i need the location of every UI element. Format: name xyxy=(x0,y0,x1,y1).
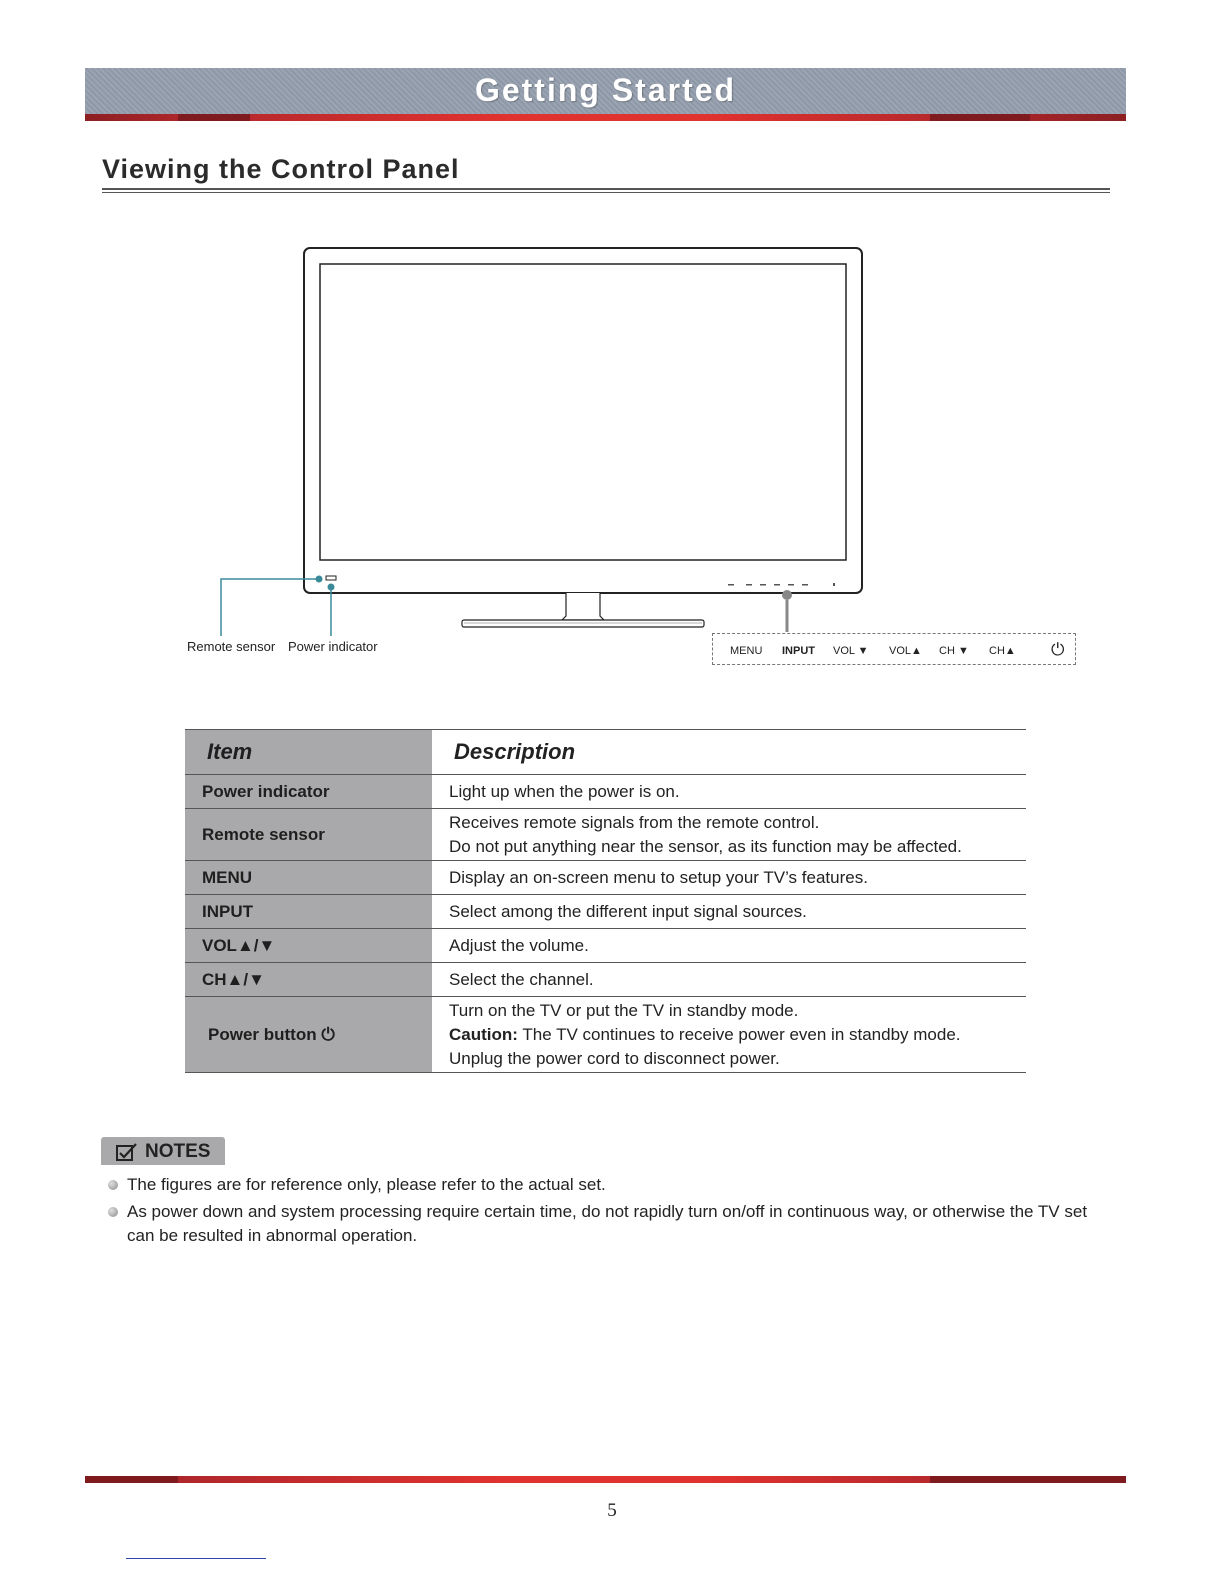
item-power-button xyxy=(185,997,432,1073)
ch-down-button-label: CH ▼ xyxy=(939,645,969,657)
page-number: 5 xyxy=(607,1500,617,1521)
header-title: Getting Started xyxy=(474,72,737,108)
table-header-row xyxy=(185,730,1026,775)
input-button-label: INPUT xyxy=(782,645,815,657)
desc-power-button xyxy=(432,997,1026,1073)
bullet-icon xyxy=(108,1207,118,1217)
section-title: Viewing the Control Panel xyxy=(102,154,460,184)
tv-diagram xyxy=(180,240,1090,680)
table-row xyxy=(185,929,1026,963)
power-indicator-label: Power indicator xyxy=(288,639,378,654)
power-icon: ⏻ xyxy=(1051,640,1065,659)
menu-button-label: MENU xyxy=(730,645,763,657)
table-row xyxy=(185,861,1026,895)
item-input: INPUT xyxy=(185,895,432,929)
note-item: As power down and system processing require certain time, do not rapidly turn on/off in continuous way, or otherwise the TV set can be resulted in abnormal operation. xyxy=(127,1202,1088,1245)
desc-power-indicator: Light up when the power is on. xyxy=(432,775,1026,809)
notes-title: NOTES xyxy=(145,1141,211,1162)
item-remote-sensor: Remote sensor xyxy=(185,809,432,861)
footer-red-bar xyxy=(85,1476,1126,1483)
bullet-icon xyxy=(108,1180,118,1190)
desc-line xyxy=(449,1023,1026,1047)
header-description: Description xyxy=(432,730,1026,775)
ch-up-button-label: CH▲ xyxy=(989,645,1016,657)
control-panel-table xyxy=(185,729,1026,1073)
desc-line: Unplug the power cord to disconnect power. xyxy=(449,1048,780,1068)
header-red-bar xyxy=(85,114,1126,121)
title-rule-thin xyxy=(102,192,1110,193)
remote-sensor-label: Remote sensor xyxy=(187,639,276,654)
vol-up-button-label: VOL▲ xyxy=(889,645,922,657)
checkbox-pen-icon xyxy=(115,1141,139,1163)
desc-line: Turn on the TV or put the TV in standby mode. xyxy=(449,1000,799,1020)
table-row xyxy=(185,809,1026,861)
desc-ch: Select the channel. xyxy=(432,963,1026,997)
note-item: The figures are for reference only, please refer to the actual set. xyxy=(127,1175,606,1194)
item-power-button-label: Power button xyxy=(208,1024,317,1044)
item-vol: VOL▲/▼ xyxy=(185,929,432,963)
table-row xyxy=(185,997,1026,1073)
item-menu: MENU xyxy=(185,861,432,895)
caution-label: Caution: xyxy=(449,1024,518,1044)
item-power-indicator: Power indicator xyxy=(185,775,432,809)
power-icon: ⏻ xyxy=(321,1024,335,1044)
corner-line xyxy=(126,1558,266,1559)
table-row xyxy=(185,895,1026,929)
title-rule xyxy=(102,188,1110,190)
vol-down-button-label: VOL ▼ xyxy=(833,645,869,657)
desc-remote-sensor xyxy=(432,809,1026,861)
header-item: Item xyxy=(185,730,432,775)
header-banner xyxy=(85,68,1126,114)
item-ch: CH▲/▼ xyxy=(185,963,432,997)
desc-input: Select among the different input signal sources. xyxy=(432,895,1026,929)
desc-line: Receives remote signals from the remote control. xyxy=(449,812,820,832)
desc-menu: Display an on-screen menu to setup your TV’s features. xyxy=(432,861,1026,895)
desc-vol: Adjust the volume. xyxy=(432,929,1026,963)
table-row xyxy=(185,775,1026,809)
notes-tab xyxy=(101,1137,225,1165)
desc-line: Do not put anything near the sensor, as its function may be affected. xyxy=(449,836,962,856)
control-panel-buttons xyxy=(712,633,1076,665)
table-row xyxy=(185,963,1026,997)
caution-text: The TV continues to receive power even in standby mode. xyxy=(522,1024,961,1044)
